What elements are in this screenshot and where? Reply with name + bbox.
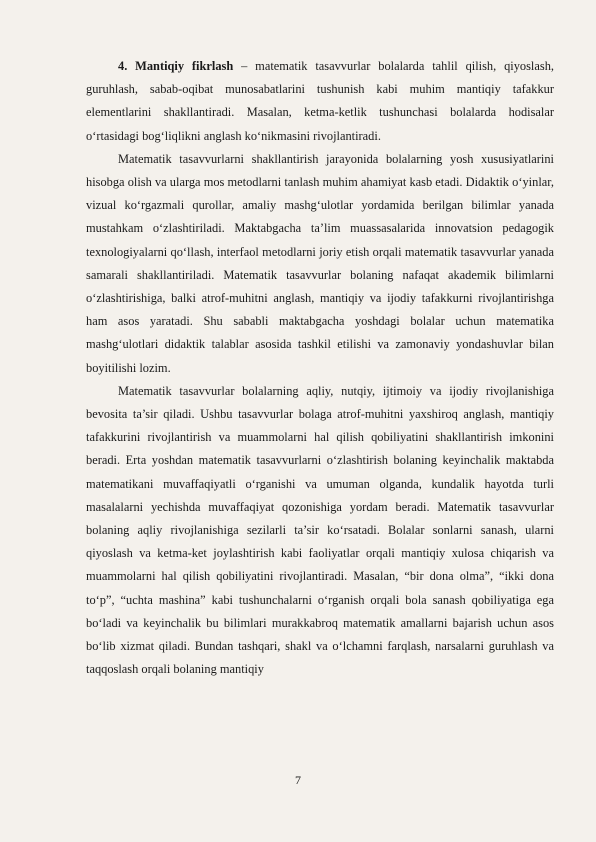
body-text xyxy=(86,55,554,681)
paragraph-heading: 4. Mantiqiy fikrlash xyxy=(118,59,234,73)
paragraph-text: – matematik tasavvurlar bolalarda tahlil qilish, qiyoslash, guruhlash, sabab-oqibat munosabatlarini tushunish kabi muhim mantiqiy tafakkur elementlarini shakllantiradi. Masalan, ketma-ketlik tushunchasi bolalarda hodisalar o‘rtasidagi bog‘liqlikni anglash ko‘nikmasini rivojlantiradi. xyxy=(86,59,554,143)
paragraph-text: Matematik tasavvurlarni shakllantirish jarayonida bolalarning yosh xususiyatlarini hisobga olish va ularga mos metodlarni tanlash muhim ahamiyat kasb etadi. Didaktik o‘yinlar, vizual ko‘rgazmali qurollar, amaliy mashg‘ulotlar yordamida berilgan bilimlar yanada mustahkam o‘zlashtiriladi. Maktabgacha ta’lim muassasalarida innovatsion pedagogik texnologiyalarni qo‘llash, interfaol metodlarni joriy etish orqali matematik tasavvurlar yanada samarali shakllantiriladi. Matematik tasavvurlar bolaning nafaqat akademik bilimlarni o‘zlashtirishiga, balki atrof-muhitni anglash, mantiqiy va ijodiy tafakkurni rivojlantirishga ham asos yaratadi. Shu sababli maktabgacha yoshdagi bolalar uchun matematika mashg‘ulotlari didaktik talablar asosida tashkil etilishi va zamonaviy yondashuvlar bilan boyitilishi lozim. xyxy=(86,151,554,375)
paragraph-2 xyxy=(86,148,554,380)
paragraph-3 xyxy=(86,380,554,682)
paragraph-text: Matematik tasavvurlar bolalarning aqliy, nutqiy, ijtimoiy va ijodiy rivojlanishiga bevosita ta’sir qiladi. Ushbu tasavvurlar bolaga atrof-muhitni yaxshiroq anglash, mantiqiy tafakkurini rivojlantirish va muammolarni hal qilish qobiliyatini shakllantirish imkonini beradi. Erta yoshdan matematik tasavvurlarni o‘zlashtirish bolaning keyinchalik maktabda matematikani muvaffaqiyatli o‘rganishi va umuman olganda, kundalik hayotda turli masalalarni yechishda muvaffaqiyat qozonishiga yordam beradi. Matematik tasavvurlar bolaning aqliy rivojlanishiga sezilarli ta’sir ko‘rsatadi. Bolalar sonlarni sanash, ularni qiyoslash va ketma-ket joylashtirish kabi faoliyatlar orqali mantiqiy xulosa chiqarish va muammolarni hal qilish qobiliyatini rivojlantiradi. Masalan, “bir dona olma”, “ikki dona to‘p”, “uchta mashina” kabi tushunchalarni o‘rganish orqali bola sanash qobiliyatiga ega bo‘ladi va keyinchalik bu bilimlari murakkabroq matematik amallarni bajarish uchun asos bo‘lib xizmat qiladi. Bundan tashqari, shakl va o‘lchamni farqlash, narsalarni guruhlash va taqqoslash orqali bolaning mantiqiy xyxy=(86,383,554,677)
paragraph-1 xyxy=(86,55,554,148)
page-number: 7 xyxy=(295,773,301,787)
